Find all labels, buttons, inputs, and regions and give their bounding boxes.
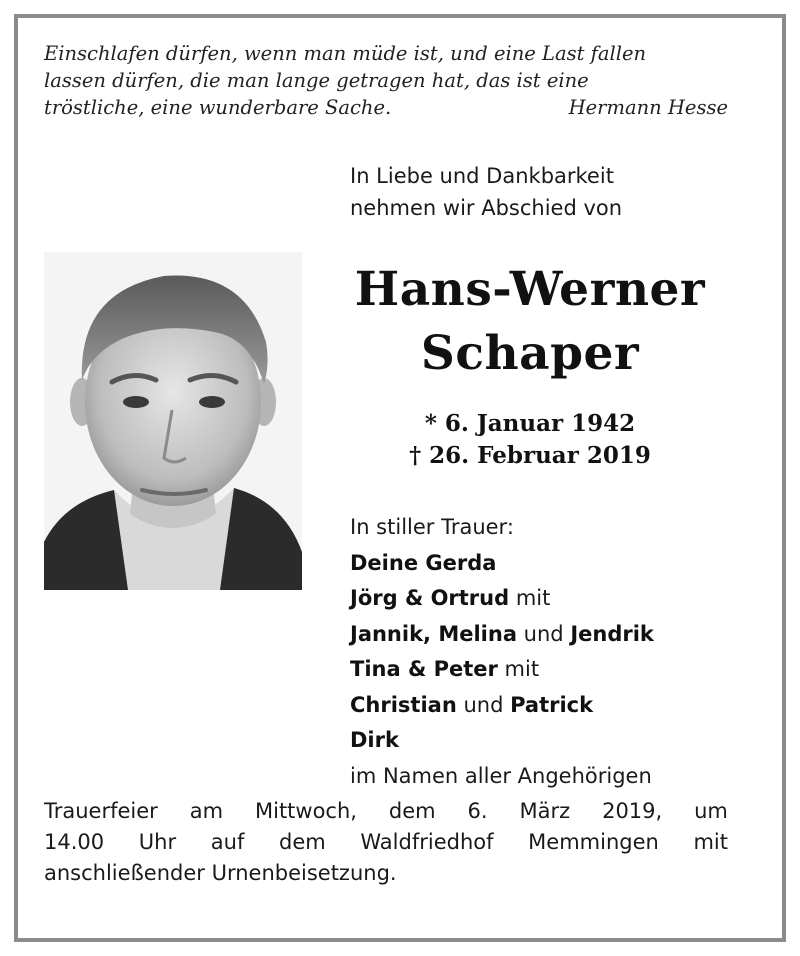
service-line-1 xyxy=(44,796,728,827)
service-word: um xyxy=(694,799,728,823)
mourner-line-5 xyxy=(350,688,750,724)
mourner-line-1 xyxy=(350,546,750,582)
last-name: Schaper xyxy=(420,326,640,381)
life-dates xyxy=(330,408,730,472)
service-word: dem xyxy=(388,799,436,823)
mourner-joiner: mit xyxy=(497,657,540,681)
mourner-line-3 xyxy=(350,617,750,653)
mourner-joiner: mit xyxy=(509,586,551,610)
intro-line-1: In Liebe und Dankbarkeit xyxy=(350,164,614,188)
service-word: am xyxy=(189,799,224,823)
service-word: Uhr xyxy=(138,830,177,854)
mourner-name: Deine Gerda xyxy=(350,550,497,575)
service-word: 6. xyxy=(467,799,488,823)
mourner-name: Jörg & Ortrud xyxy=(350,586,510,610)
quote-line-1: Einschlafen dürfen, wenn man müde ist, und eine Last fallen xyxy=(44,42,647,65)
quote-author: Hermann Hesse xyxy=(568,96,728,119)
first-name: Hans-Werner xyxy=(354,262,706,317)
quote-line-2: lassen dürfen, die man lange getragen hat, das ist eine xyxy=(44,69,589,92)
service-line-2 xyxy=(44,827,728,858)
mourner-line-4 xyxy=(350,652,750,688)
mourner-line-2 xyxy=(350,581,750,617)
mourners-heading: In stiller Trauer: xyxy=(350,515,514,539)
service-word: Trauerfeier xyxy=(44,799,158,823)
service-word: Waldfriedhof xyxy=(360,830,494,854)
mourner-joiner: und xyxy=(517,621,571,646)
mourner-line-6 xyxy=(350,723,750,759)
quote-line-3: tröstliche, eine wunderbare Sache. xyxy=(44,96,392,119)
farewell-intro xyxy=(350,160,622,224)
mourners-list xyxy=(350,510,750,794)
mourner-name: Patrick xyxy=(510,692,594,717)
service-word: März xyxy=(519,799,571,823)
mourner-name: Jendrik xyxy=(570,621,654,646)
birth-date: * 6. Januar 1942 xyxy=(424,410,636,437)
mourner-joiner: und xyxy=(456,692,511,717)
mourner-name: Christian xyxy=(350,692,457,717)
portrait-photo xyxy=(44,252,302,590)
hesse-quote xyxy=(44,40,728,121)
mourners-closing: im Namen aller Angehörigen xyxy=(350,763,652,788)
mourner-name: Dirk xyxy=(350,728,399,752)
service-word: auf xyxy=(210,830,245,854)
service-word: 2019, xyxy=(602,799,663,823)
mourner-name: Tina & Peter xyxy=(350,657,498,681)
portrait-illustration xyxy=(44,252,302,590)
service-word: dem xyxy=(279,830,326,854)
service-word: Memmingen xyxy=(528,830,659,854)
mourner-name: Jannik, Melina xyxy=(350,621,517,646)
funeral-service-info xyxy=(44,796,728,889)
service-line-3: anschließender Urnenbeisetzung. xyxy=(44,861,397,885)
intro-line-2: nehmen wir Abschied von xyxy=(350,196,623,220)
service-word: 14.00 xyxy=(44,830,105,854)
death-date: † 26. Februar 2019 xyxy=(409,442,651,469)
service-word: mit xyxy=(693,830,728,854)
service-word: Mittwoch, xyxy=(254,799,357,823)
deceased-name xyxy=(330,258,730,386)
